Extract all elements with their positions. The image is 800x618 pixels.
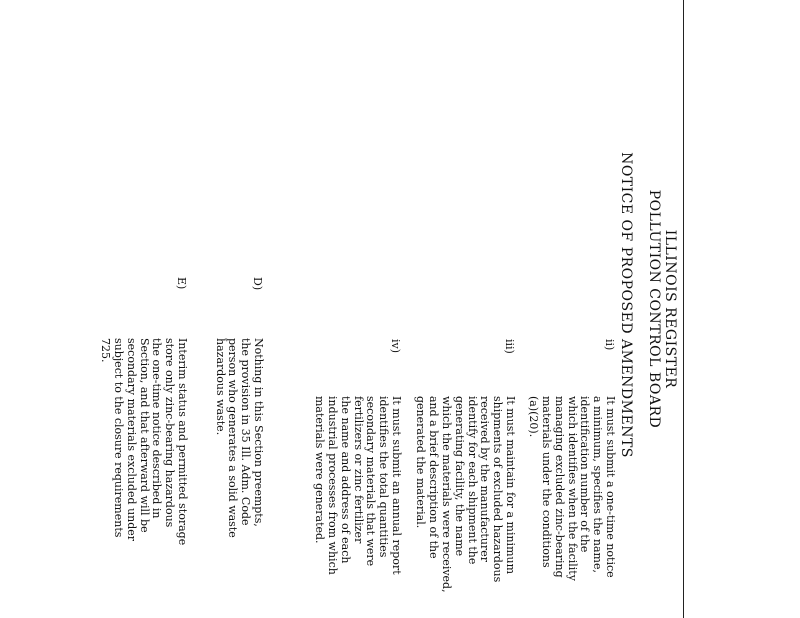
item-iii-label: iii) [503, 339, 516, 354]
text-line: Section, and that afterward will be [137, 338, 151, 533]
item-iv-label: iv) [389, 339, 402, 354]
text-line: the one-time notice described in [150, 338, 164, 519]
item-E-label: E) [175, 277, 188, 290]
text-line: secondary materials that were [364, 396, 378, 567]
text-line: Interim status and permitted storage [176, 338, 189, 546]
text-line: the provision in 35 Ill. Adm. Code [239, 338, 253, 526]
text-line: store only zinc-bearing hazardous [163, 338, 177, 528]
text-line: fertilizers or zinc fertilizer [351, 396, 365, 544]
text-line: generating facility, the name [452, 396, 466, 557]
text-line: materials under the conditions [540, 396, 554, 568]
text-line: the name and address of each [338, 396, 352, 564]
item-ii-text [526, 396, 616, 581]
text-line: identifies the total quantities [377, 396, 391, 558]
text-line: identify for each shipment the [465, 396, 479, 565]
text-line: generated the material. [414, 396, 428, 529]
text-line: which identifies when the facility [565, 396, 579, 581]
text-line: secondary materials excluded under [124, 338, 138, 542]
text-line: subject to the closure requirements [112, 338, 126, 538]
text-line: materials were generated. [313, 396, 327, 544]
item-iii-text [414, 396, 516, 593]
item-D-label: D) [251, 277, 264, 291]
text-line: which the materials were received, [440, 396, 454, 593]
text-line: shipments of excluded hazardous [491, 396, 505, 583]
register-title: ILLINOIS REGISTER [662, 229, 678, 389]
board-line: POLLUTION CONTROL BOARD [646, 189, 662, 429]
text-line: identification number of the [578, 396, 592, 553]
item-E-text [98, 338, 188, 545]
text-line: received by the manufacturer [478, 396, 492, 562]
text-line: It must submit an annual report [390, 396, 403, 575]
header-rule [683, 0, 684, 618]
text-line: It must maintain for a minimum [504, 396, 517, 575]
text-line: 725. [99, 338, 113, 363]
text-line: Nothing in this Section preempts, [252, 338, 265, 527]
item-ii-label: ii) [603, 339, 616, 351]
notice-line: NOTICE OF PROPOSED AMENDMENTS [618, 152, 634, 458]
text-line: a minimum, specifies the name, [591, 396, 605, 573]
text-line: (a)(20). [527, 396, 541, 438]
text-line: It must submit a one-time notice [604, 396, 617, 578]
text-line: managing excluded zinc-bearing [552, 396, 566, 578]
text-line: hazardous waste. [213, 338, 227, 436]
text-line: and a brief description of the [427, 396, 441, 559]
text-line: industrial processes from which [326, 396, 340, 575]
item-iv-text [312, 396, 402, 575]
item-D-text [213, 338, 264, 538]
text-line: person who generates a solid waste [226, 338, 240, 538]
